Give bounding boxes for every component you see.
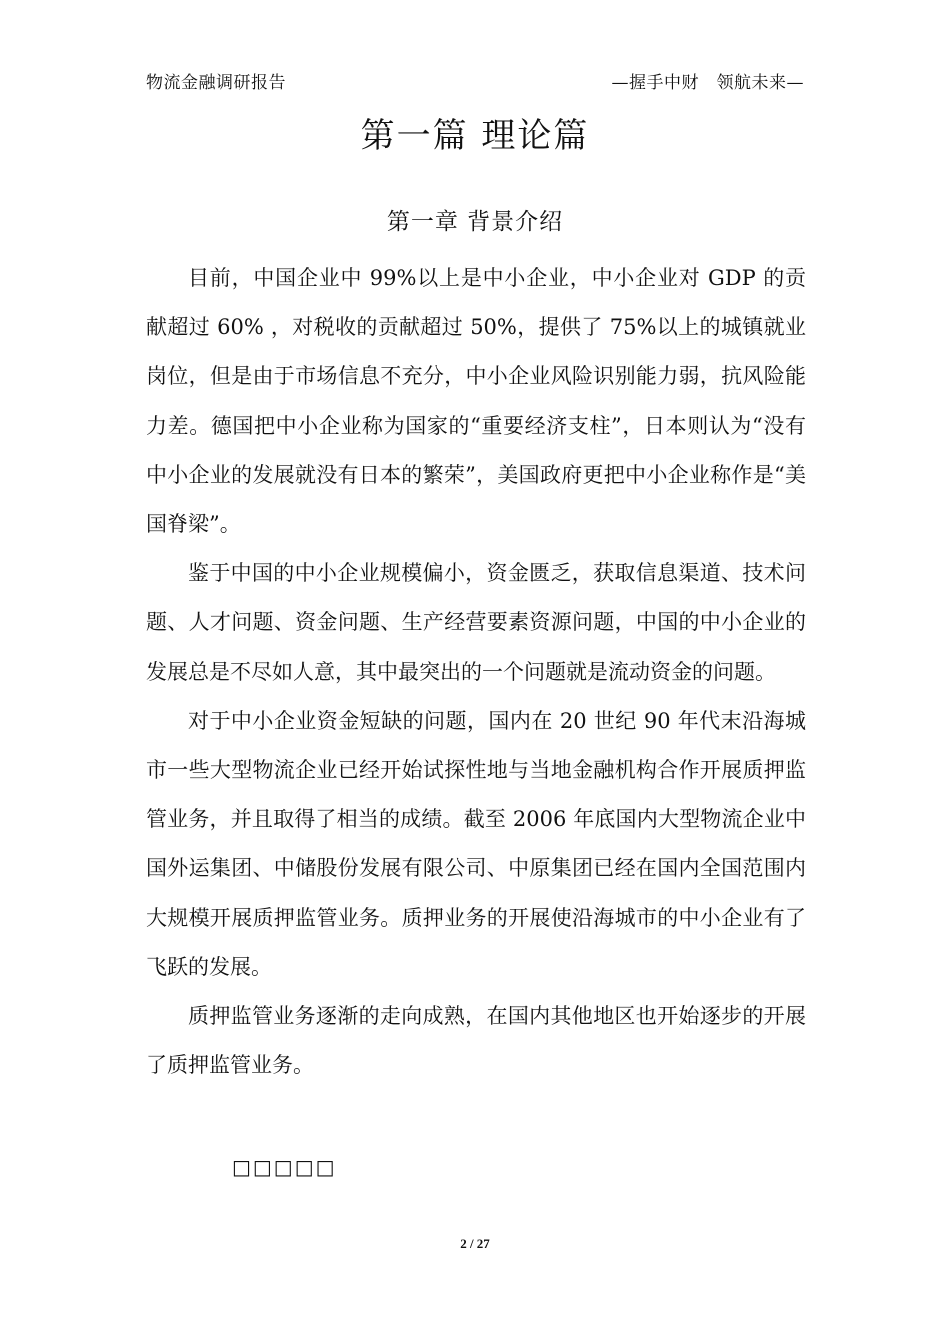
trailing-placeholder-text: □□□□□: [232, 1155, 337, 1179]
paragraph: 质押监管业务逐渐的走向成熟，在国内其他地区也开始逐步的开展了质押监管业务。: [146, 1004, 806, 1078]
paragraph: 对于中小企业资金短缺的问题，国内在 20 世纪 90 年代末沿海城市一些大型物流企业已经开始试探性地与当地金融机构合作开展质押监管业务，并且取得了相当的成绩。截至 2006 年底国内大型物流企业中国外运集团、中储股份发展有限公司、中原集团已经在国内全国范围内大规模开展质押监管业务。质押业务的开展使沿海城市的中小企业有了飞跃的发展。: [146, 708, 806, 979]
body-text: [146, 254, 806, 1090]
paragraph: 鉴于中国的中小企业规模偏小，资金匮乏，获取信息渠道、技术问题、人才问题、资金问题、生产经营要素资源问题，中国的中小企业的发展总是不尽如人意，其中最突出的一个问题就是流动资金的问题。: [146, 561, 806, 684]
page-number: 2 / 27: [460, 1236, 490, 1251]
paragraph: 目前，中国企业中 99%以上是中小企业，中小企业对 GDP 的贡献超过 60% ，对税收的贡献超过 50%，提供了 75%以上的城镇就业岗位，但是由于市场信息不充分，中小企业风险识别能力弱，抗风险能力差。德国把中小企业称为国家的“重要经济支柱”，日本则认为“没有中小企业的发展就没有日本的繁荣”，美国政府更把中小企业称作是“美国脊梁”。: [146, 266, 806, 537]
running-header-slogan: —握手中财 领航未来—: [611, 73, 804, 93]
chapter-title: 第一章 背景介绍: [386, 209, 564, 235]
part-title: 第一篇 理论篇: [360, 116, 590, 156]
running-header-title: 物流金融调研报告: [146, 73, 286, 93]
